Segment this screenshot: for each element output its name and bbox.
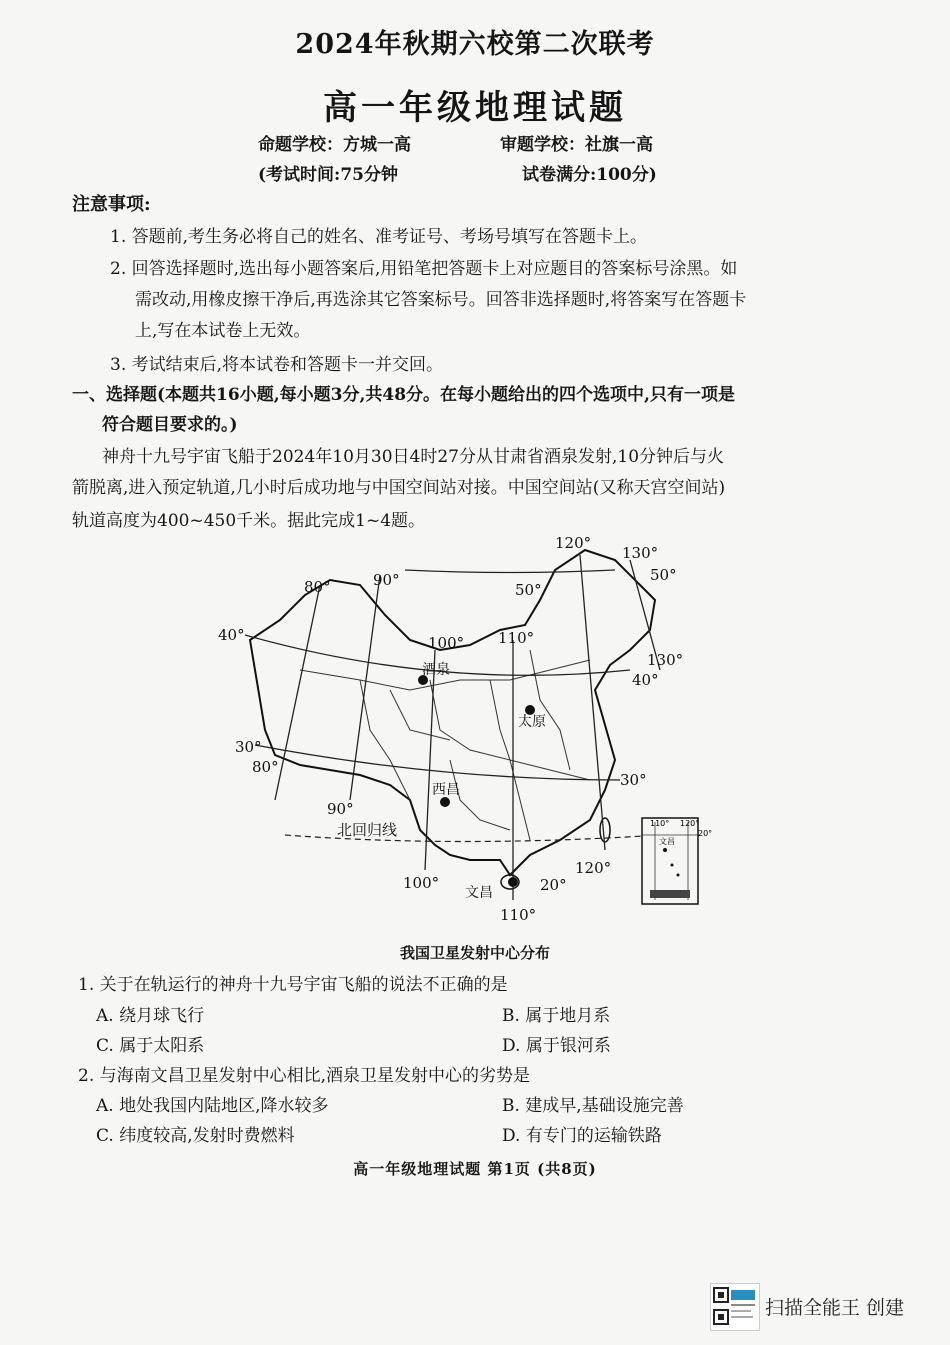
passage-line2: 箭脱离,进入预定轨道,几小时后成功地与中国空间站对接。中国空间站(又称天宫空间站) [72,478,726,498]
label-lat30-left: 30° [235,738,262,756]
question-2-option-a: A. 地处我国内陆地区,降水较多 [96,1096,329,1116]
label-lon120-bottom: 120° [575,859,612,877]
passage-line3: 轨道高度为400~450千米。据此完成1~4题。 [72,511,426,531]
question-1-option-a: A. 绕月球飞行 [96,1006,205,1026]
exam-title: 2024年秋期六校第二次联考 [295,29,655,60]
reviewer-school: 审题学校：社旗一高 [500,135,653,155]
section-heading-line1: 一、选择题(本题共16小题,每小题3分,共48分。在每小题给出的四个选项中,只有一项是 [72,385,735,405]
label-xichang: 西昌 [432,782,460,798]
section-heading-line2: 符合题目要求的。) [102,415,238,435]
scanner-logo [710,1283,760,1331]
inset-label-120: 120° [680,819,700,828]
question-2-stem: 2. 与海南文昌卫星发射中心相比,酒泉卫星发射中心的劣势是 [78,1066,531,1086]
question-2-option-b: B. 建成早,基础设施完善 [502,1096,684,1116]
question-2-option-c: C. 纬度较高,发射时费燃料 [96,1126,295,1146]
label-lon110-top: 110° [498,629,535,647]
label-lon90-top: 90° [373,571,400,589]
xichang-dot [440,797,450,807]
question-1-option-d: D. 属于银河系 [502,1036,611,1056]
label-lon80-left: 80° [252,758,279,776]
notice-item-2-line3: 上,写在本试卷上无效。 [135,321,311,341]
label-lon80-top: 80° [304,578,331,596]
inset-label-wenchang: 文昌 [659,837,675,846]
label-lat40-right: 40° [632,671,659,689]
label-lon110-bottom: 110° [500,906,537,924]
label-jiuquan: 酒泉 [422,662,450,678]
qr-code-icon [711,1284,759,1330]
full-score: 试卷满分:100分) [522,165,657,185]
label-lon90-bottom: 90° [327,800,354,818]
label-lon100-bottom: 100° [403,874,440,892]
passage-line1: 神舟十九号宇宙飞船于2024年10月30日4时27分从甘肃省酒泉发射,10分钟后与火 [102,447,725,467]
inset-label-110: 110° [650,819,670,828]
label-taiyuan: 太原 [518,714,546,730]
question-2-option-d: D. 有专门的运输铁路 [502,1126,662,1146]
label-wenchang: 文昌 [465,885,493,901]
page-footer: 高一年级地理试题 第1页 (共8页) [353,1160,597,1178]
notice-item-1: 1. 答题前,考生务必将自己的姓名、准考证号、考场号填写在答题卡上。 [110,227,648,247]
label-lon120-top: 120° [555,534,592,552]
label-tropic: 北回归线 [337,821,398,839]
map-caption: 我国卫星发射中心分布 [399,944,550,962]
south-china-sea-inset [642,818,712,904]
notice-item-2-line2: 需改动,用橡皮擦干净后,再选涂其它答案标号。回答非选择题时,将答案写在答题卡 [135,290,747,310]
china-launch-site-map [210,530,730,935]
wenchang-dot [508,877,518,887]
notice-item-3: 3. 考试结束后,将本试卷和答题卡一并交回。 [110,355,444,375]
label-lat50-inner: 50° [515,581,542,599]
label-lat20: 20° [540,876,567,894]
label-lat40-left: 40° [218,626,245,644]
exam-time: (考试时间:75分钟 [258,165,398,185]
scanner-watermark-text: 扫描全能王 创建 [765,1297,905,1319]
question-1-option-c: C. 属于太阳系 [96,1036,205,1056]
label-lat30-right: 30° [620,771,647,789]
notice-heading: 注意事项: [72,194,151,215]
china-outline [250,550,655,875]
label-lat50-right: 50° [650,566,677,584]
paper-title: 高一年级地理试题 [323,88,627,128]
question-1-option-b: B. 属于地月系 [502,1006,611,1026]
label-lon130-top: 130° [622,544,659,562]
label-lon100-top: 100° [428,634,465,652]
notice-item-2-line1: 2. 回答选择题时,选出每小题答案后,用铅笔把答题卡上对应题目的答案标号涂黑。如 [110,259,738,279]
label-lon130-right: 130° [647,651,684,669]
setter-school: 命题学校：方城一高 [258,135,411,155]
question-1-stem: 1. 关于在轨运行的神舟十九号宇宙飞船的说法不正确的是 [78,975,508,995]
inset-label-20: 20° [698,829,713,838]
